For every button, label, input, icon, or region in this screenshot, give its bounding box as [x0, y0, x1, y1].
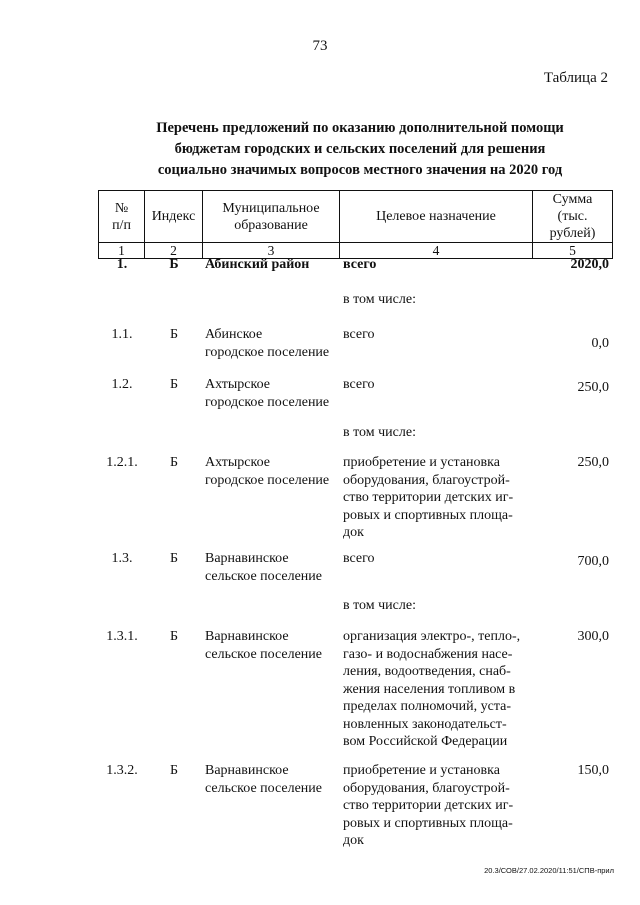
row-purpose [343, 256, 529, 274]
row-purpose [343, 454, 529, 542]
municipality-line: городское поселение [205, 472, 330, 488]
municipality-line: сельское поселение [205, 780, 322, 796]
row-municipality [205, 762, 340, 797]
row-purpose [343, 326, 529, 344]
row-index: Б [169, 327, 179, 342]
row-purpose [343, 762, 529, 850]
purpose-line: док [343, 833, 364, 848]
municipality-line: Варнавинское [205, 763, 289, 778]
municipality-line: Варнавинское [205, 551, 289, 566]
row-index: Б [169, 455, 179, 470]
row-amount: 2020,0 [570, 257, 609, 272]
row-number: 1.2.1. [106, 455, 138, 470]
row-municipality [205, 550, 340, 585]
row-number: 1.2. [111, 377, 133, 392]
municipality-line: Ахтырское [205, 377, 270, 392]
municipality-line: Абинский район [205, 257, 310, 272]
purpose-line: жения населения топливом в [343, 681, 516, 697]
header-index: Индекс [145, 191, 203, 243]
row-amount: 700,0 [577, 554, 609, 569]
row-amount: 250,0 [577, 455, 609, 470]
header-amount-line: (тыс. рублей) [549, 209, 596, 241]
in-that-number-note: в том числе: [343, 425, 416, 440]
purpose-line: всего [343, 551, 375, 566]
footer-document-code: 20.3/СОВ/27.02.2020/11:51/СПВ-прил [484, 866, 614, 875]
municipality-line: Варнавинское [205, 629, 289, 644]
header-amount-line: Сумма [552, 192, 593, 207]
header-municipality-line: Муниципальное [222, 200, 320, 216]
row-purpose [343, 376, 529, 394]
title-line: социально значимых вопросов местного значения на 2020 год [157, 162, 563, 178]
row-index: Б [169, 257, 179, 272]
purpose-line: ровых и спортивных площа- [343, 815, 513, 831]
row-number: 1.3.2. [106, 763, 138, 778]
row-purpose [343, 550, 529, 568]
purpose-line: ровых и спортивных площа- [343, 507, 513, 523]
municipality-line: Ахтырское [205, 455, 270, 470]
row-number: 1.1. [111, 327, 133, 342]
header-num [99, 191, 145, 243]
row-municipality [205, 376, 340, 411]
row-amount: 0,0 [591, 336, 609, 351]
purpose-line: новленных законодательст- [343, 716, 507, 732]
in-that-number-note: в том числе: [343, 292, 416, 307]
purpose-line: всего [343, 327, 375, 342]
purpose-line: приобретение и установка [343, 763, 500, 778]
row-municipality [205, 628, 340, 663]
table-header [98, 190, 613, 259]
purpose-line: ления, водоотведения, снаб- [343, 664, 511, 679]
municipality-line: городское поселение [205, 344, 330, 360]
header-municipality [203, 191, 340, 243]
row-municipality [205, 256, 340, 274]
column-number: 3 [203, 243, 340, 259]
column-number: 2 [145, 243, 203, 259]
row-amount: 150,0 [577, 763, 609, 778]
table-name: Таблица 2 [543, 70, 608, 86]
column-number: 5 [533, 243, 613, 259]
row-index: Б [169, 629, 179, 644]
row-number: 1.3. [111, 551, 133, 566]
column-number: 4 [340, 243, 533, 259]
purpose-line: ство территории детских иг- [343, 490, 514, 505]
title-line: Перечень предложений по оказанию дополнительной помощи [156, 120, 564, 136]
header-purpose: Целевое назначение [340, 191, 533, 243]
purpose-line: газо- и водоснабжения насе- [343, 646, 513, 662]
purpose-line: всего [343, 377, 375, 392]
municipality-line: сельское поселение [205, 568, 322, 584]
row-index: Б [169, 763, 179, 778]
row-amount: 250,0 [577, 380, 609, 395]
in-that-number-note: в том числе: [343, 598, 416, 613]
row-municipality [205, 326, 340, 361]
row-index: Б [169, 551, 179, 566]
purpose-line: ство территории детских иг- [343, 798, 514, 813]
purpose-line: всего [343, 257, 377, 272]
row-purpose [343, 628, 529, 751]
document-title [95, 118, 625, 181]
row-number: 1.3.1. [106, 629, 138, 644]
title-line: бюджетам городских и сельских поселений для решения [174, 141, 546, 157]
header-num-line: № [114, 200, 129, 216]
purpose-line: док [343, 525, 364, 540]
header-row [99, 191, 613, 243]
purpose-line: оборудования, благоустрой- [343, 780, 510, 796]
purpose-line: оборудования, благоустрой- [343, 472, 510, 488]
row-municipality [205, 454, 340, 489]
page-number: 73 [312, 38, 328, 54]
column-number: 1 [99, 243, 145, 259]
purpose-line: приобретение и установка [343, 455, 500, 470]
row-number: 1. [116, 257, 128, 272]
municipality-line: Абинское [205, 327, 263, 342]
purpose-line: организация электро-, тепло-, [343, 629, 521, 644]
purpose-line: вом Российской Федерации [343, 734, 508, 749]
row-amount: 300,0 [577, 629, 609, 644]
municipality-line: городское поселение [205, 394, 330, 410]
municipality-line: сельское поселение [205, 646, 322, 662]
header-municipality-line: образование [234, 217, 308, 233]
purpose-line: пределах полномочий, уста- [343, 699, 511, 714]
header-num-line: п/п [112, 217, 131, 233]
row-index: Б [169, 377, 179, 392]
header-amount [533, 191, 613, 243]
